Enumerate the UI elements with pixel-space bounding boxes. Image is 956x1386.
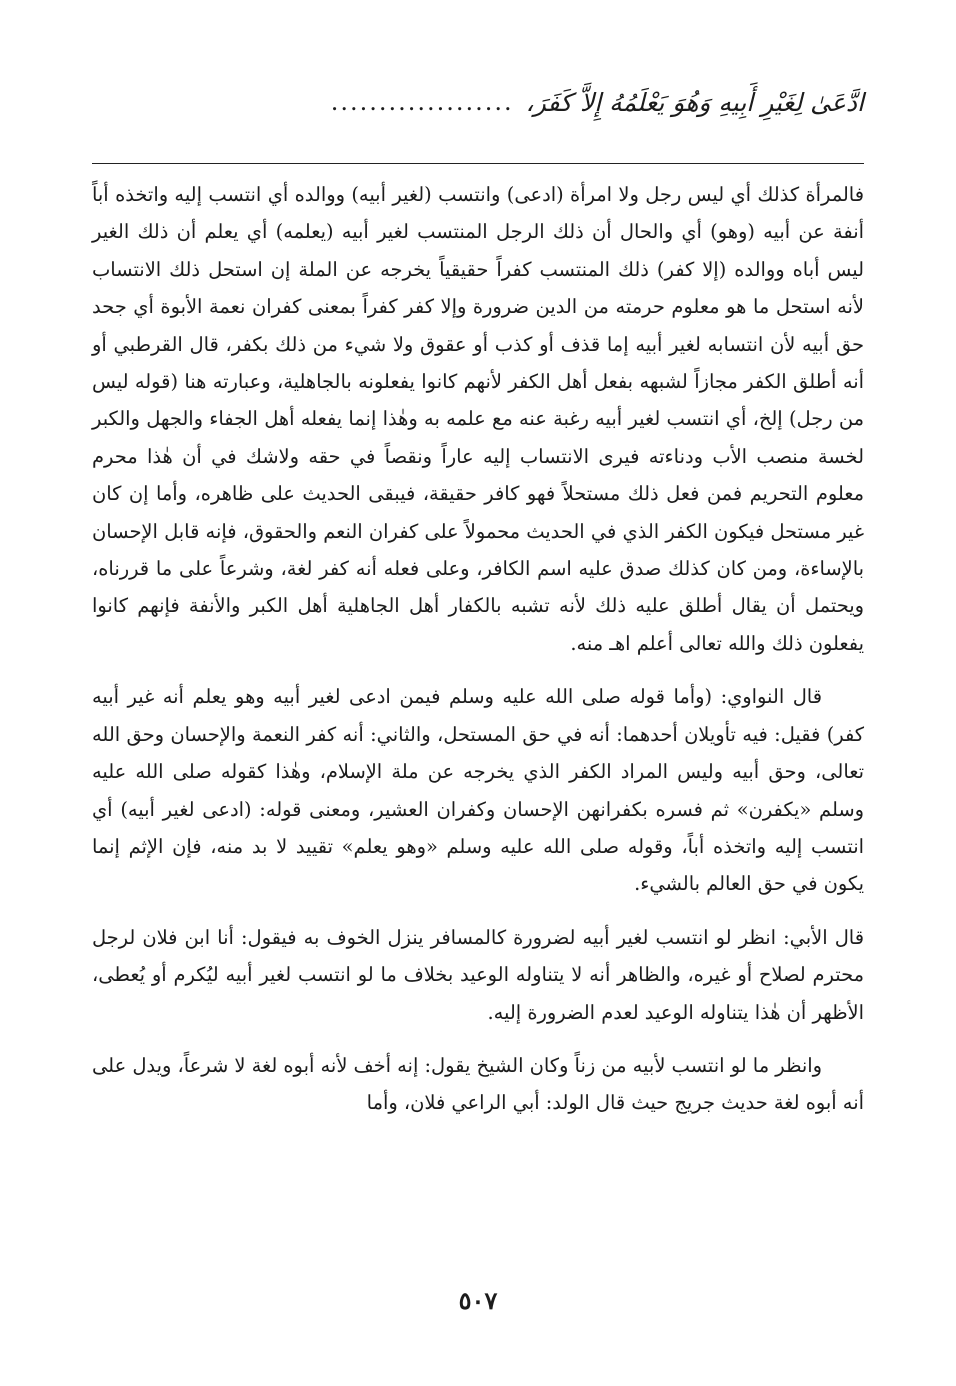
paragraph-4: وانظر ما لو انتسب لأبيه من زناً وكان الشيخ يقول: إنه أخف لأنه أبوه لغة لا شرعاً، ويدل على أنه أبوه لغة حديث جريج حيث قال الولد: أبي الراعي فلان، وأما <box>92 1053 864 1115</box>
page-number: ٥٠٧ <box>458 1286 498 1315</box>
header-rule <box>92 163 864 164</box>
running-header <box>92 78 864 126</box>
paragraph-1: فالمرأة كذلك أي ليس رجل ولا امرأة (ادعى) وانتسب (لغير أبيه) ووالده أي انتسب إليه واتخذه أباً أنفة عن أبيه (وهو) أي والحال أن ذلك الرجل المنتسب لغير أبيه (يعلمه) أي يعلم أن ذلك الغير ليس أباه ووالده (إلا كفر) ذلك المنتسب كفراً حقيقياً يخرجه عن الملة إن استحل ذلك الانتساب لأنه استحل ما هو معلوم حرمته من الدين ضرورة وإلا كفر كفراً بمعنى كفران نعمة الأبوة أي جحد حق أبيه لأن انتسابه لغير أبيه إما قذف أو كذب أو عقوق ولا شيء من ذلك بكفر، قال القرطبي أو أنه أطلق الكفر مجازاً لشبهه بفعل أهل الكفر لأنهم كانوا يفعلونه بالجاهلية، وعبارته هنا (قوله ليس من رجل) إلخ، أي انتسب لغير أبيه رغبة عنه مع علمه به وهٰذا إنما يفعله أهل الجفاء والجهل والكبر لخسة منصب الأب ودناءته فيرى الانتساب إليه عاراً ونقصاً في حقه ولاشك في أن هٰذا محرم معلوم التحريم فمن فعل ذلك مستحلاً فهو كافر حقيقة، فيبقى الحديث على ظاهره، وأما إن كان غير مستحل فيكون الكفر الذي في الحديث محمولاً على كفران النعم والحقوق، فإنه قابل الإحسان بالإساءة، ومن كان كذلك صدق عليه اسم الكافر، وعلى فعله أنه كفر لغة، وشرعاً على ما قررناه، ويحتمل أن يقال أطلق عليه ذلك لأنه تشبه بالكفار أهل الجاهلية أهل الكبر والأنفة فإنهم كانوا يفعلون ذلك والله تعالى أعلم اهـ منه. <box>92 183 864 655</box>
header-dots: ................... <box>330 88 514 116</box>
header-title: ادَّعَىٰ لِغَيْرِ أَبِيهِ وَهُوَ يَعْلَمُهُ إِلاَّ كَفَرَ، <box>525 87 864 117</box>
main-text <box>92 176 864 1122</box>
paragraph-3: قال الأبي: انظر لو انتسب لغير أبيه لضرورة كالمسافر ينزل الخوف به فيقول: أنا ابن فلان لرجل محترم لصلاح أو غيره، والظاهر أنه لا يتناوله الوعيد بخلاف ما لو انتسب لغير أبيه ليُكرم أو يُعطى، الأظهر أن هٰذا يتناوله الوعيد لعدم الضرورة إليه. <box>92 925 864 1024</box>
paragraph-2: قال النواوي: (وأما قوله صلى الله عليه وسلم فيمن ادعى لغير أبيه وهو يعلم أنه غير أبيه كفر) فقيل: فيه تأويلان أحدهما: أنه في حق المستحل، والثاني: أنه كفر النعمة والإحسان وحق الله تعالى، وحق أبيه وليس المراد الكفر الذي يخرجه عن ملة الإسلام، وهٰذا كقوله صلى الله عليه وسلم «يكفرن» ثم فسره بكفرانهن الإحسان وكفران العشير، ومعنى قوله: (ادعى لغير أبيه) أي انتسب إليه واتخذه أباً، وقوله صلى الله عليه وسلم «وهو يعلم» تقييد لا بد منه، فإن الإثم إنما يكون في حق العالم بالشيء. <box>92 685 864 896</box>
